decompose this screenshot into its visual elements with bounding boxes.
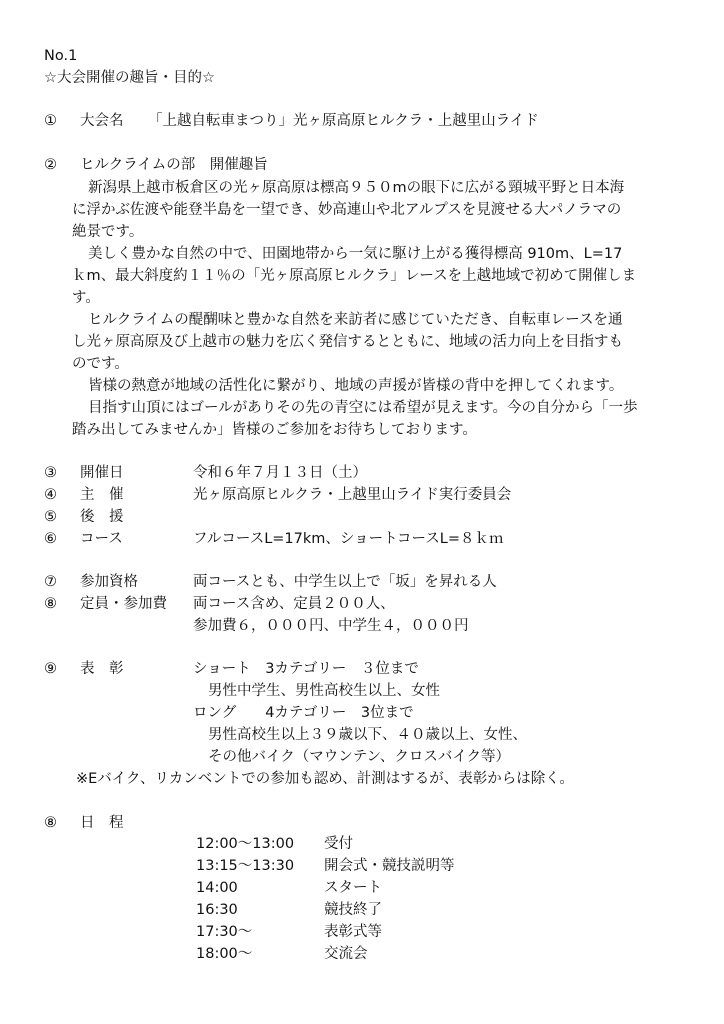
item-number: ⑧ <box>44 815 57 831</box>
awards-short: ショート 3カテゴリー ３位まで <box>193 661 419 677</box>
awards-long: ロング 4カテゴリー 3位まで <box>193 705 414 721</box>
section-event-name <box>0 111 724 132</box>
paragraph-line: に浮かぶ佐渡や能登半島を一望でき、妙高連山や北アルプスを見渡せる大パノラマの <box>72 202 622 218</box>
detail-row-organizer <box>0 485 724 506</box>
schedule-time: 12:00～13:00 <box>196 836 295 852</box>
schedule-time: 13:15～13:30 <box>196 858 295 874</box>
detail-row-support <box>0 507 724 528</box>
paragraph-line: す。 <box>72 290 100 306</box>
schedule-row <box>0 878 724 899</box>
item-value: 光ヶ原高原ヒルクラ・上越里山ライド実行委員会 <box>193 487 512 503</box>
detail-row-fee <box>0 616 724 637</box>
paragraph-line: ｋm、最大斜度約１１％の「光ヶ原高原ヒルクラ」レースを上越地域で初めて開催しま <box>72 268 637 284</box>
schedule-event: 表彰式等 <box>324 924 382 940</box>
schedule-row <box>0 900 724 921</box>
item-label: コース <box>80 531 123 547</box>
detail-row-capacity <box>0 594 724 615</box>
item-label: 参加資格 <box>80 574 138 590</box>
schedule-time: 14:00 <box>196 880 238 896</box>
item-value: 両コース含め、定員２００人、 <box>193 596 395 612</box>
detail-row-course <box>0 529 724 550</box>
awards-note: ※Eバイク、リカンベントでの参加も認め、計測はするが、表彰からは除く。 <box>76 771 574 787</box>
item-number: ① <box>44 113 57 129</box>
item-value: フルコースL=17km、ショートコースL=８ｋｍ <box>193 531 504 547</box>
item-number: ⑧ <box>44 596 57 612</box>
detail-row-schedule <box>0 813 724 834</box>
item-number: ③ <box>44 465 57 481</box>
item-number: ⑨ <box>44 661 57 677</box>
item-label: 後 援 <box>80 509 124 525</box>
item-label: 主 催 <box>80 487 124 503</box>
schedule-time: 17:30～ <box>196 924 253 940</box>
item-label: 大会名 <box>80 113 124 129</box>
detail-row-awards <box>0 659 724 680</box>
item-label: 定員・参加費 <box>80 596 167 612</box>
schedule-time: 18:00～ <box>196 946 253 962</box>
item-label: 開催日 <box>80 465 124 481</box>
paragraph-line: のです。 <box>72 356 129 372</box>
item-label: 表 彰 <box>80 661 124 677</box>
schedule-event: スタート <box>324 880 382 896</box>
item-value: 両コースとも、中学生以上で「坂」を昇れる人 <box>193 574 497 590</box>
section-purpose-heading <box>0 155 724 176</box>
purpose-heading: ヒルクライムの部 開催趣旨 <box>80 157 268 173</box>
paragraph-line: 新潟県上越市板倉区の光ヶ原高原は標高９５０mの眼下に広がる頸城平野と日本海 <box>88 180 625 196</box>
schedule-event: 開会式・競技説明等 <box>324 858 455 874</box>
item-number: ② <box>44 157 57 173</box>
item-number: ⑤ <box>44 509 57 525</box>
fee-value: 参加費６，０００円、中学生４，０００円 <box>193 618 469 634</box>
paragraph-line: ヒルクライムの醍醐味と豊かな自然を来訪者に感じていただき、自転車レースを通 <box>88 312 623 328</box>
item-number: ⑦ <box>44 574 57 590</box>
detail-row-eligibility <box>0 572 724 593</box>
paragraph-line: 絶景です。 <box>72 224 144 240</box>
paragraph-line: 踏み出してみませんか」皆様のご参加をお待ちしております。 <box>72 422 477 438</box>
awards-long-categories-2: その他バイク（マウンテン、クロスバイク等） <box>208 749 511 765</box>
paragraph-line: 目指す山頂にはゴールがありその先の青空には希望が見えます。今の自分から「一歩 <box>88 400 638 416</box>
item-number: ⑥ <box>44 531 57 547</box>
detail-row-date <box>0 463 724 484</box>
paragraph-line: 美しく豊かな自然の中で、田園地帯から一気に駆け上がる獲得標高 910m、L=17 <box>88 246 623 262</box>
schedule-event: 交流会 <box>324 946 368 962</box>
schedule-event: 受付 <box>324 836 353 852</box>
schedule-row <box>0 922 724 943</box>
doc-number: No.1 <box>44 48 78 64</box>
schedule-event: 競技終了 <box>324 902 382 918</box>
schedule-row <box>0 834 724 855</box>
item-label: 日 程 <box>80 815 124 831</box>
paragraph-line: し光ヶ原高原及び上越市の魅力を広く発信するとともに、地域の活力向上を目指すも <box>72 334 623 350</box>
schedule-row <box>0 944 724 965</box>
awards-long-categories-1: 男性高校生以上３９歳以下、４０歳以上、女性、 <box>208 727 527 743</box>
schedule-time: 16:30 <box>196 902 238 918</box>
event-name-value: 「上越自転車まつり」光ヶ原高原ヒルクラ・上越里山ライド <box>148 113 539 129</box>
doc-title: ☆大会開催の趣旨・目的☆ <box>44 70 215 86</box>
item-value: 令和６年７月１３日（土） <box>193 465 367 481</box>
awards-short-categories: 男性中学生、男性高校生以上、女性 <box>208 683 440 699</box>
schedule-row <box>0 856 724 877</box>
item-number: ④ <box>44 487 57 503</box>
paragraph-line: 皆様の熱意が地域の活性化に繋がり、地域の声援が皆様の背中を押してくれます。 <box>88 378 624 394</box>
